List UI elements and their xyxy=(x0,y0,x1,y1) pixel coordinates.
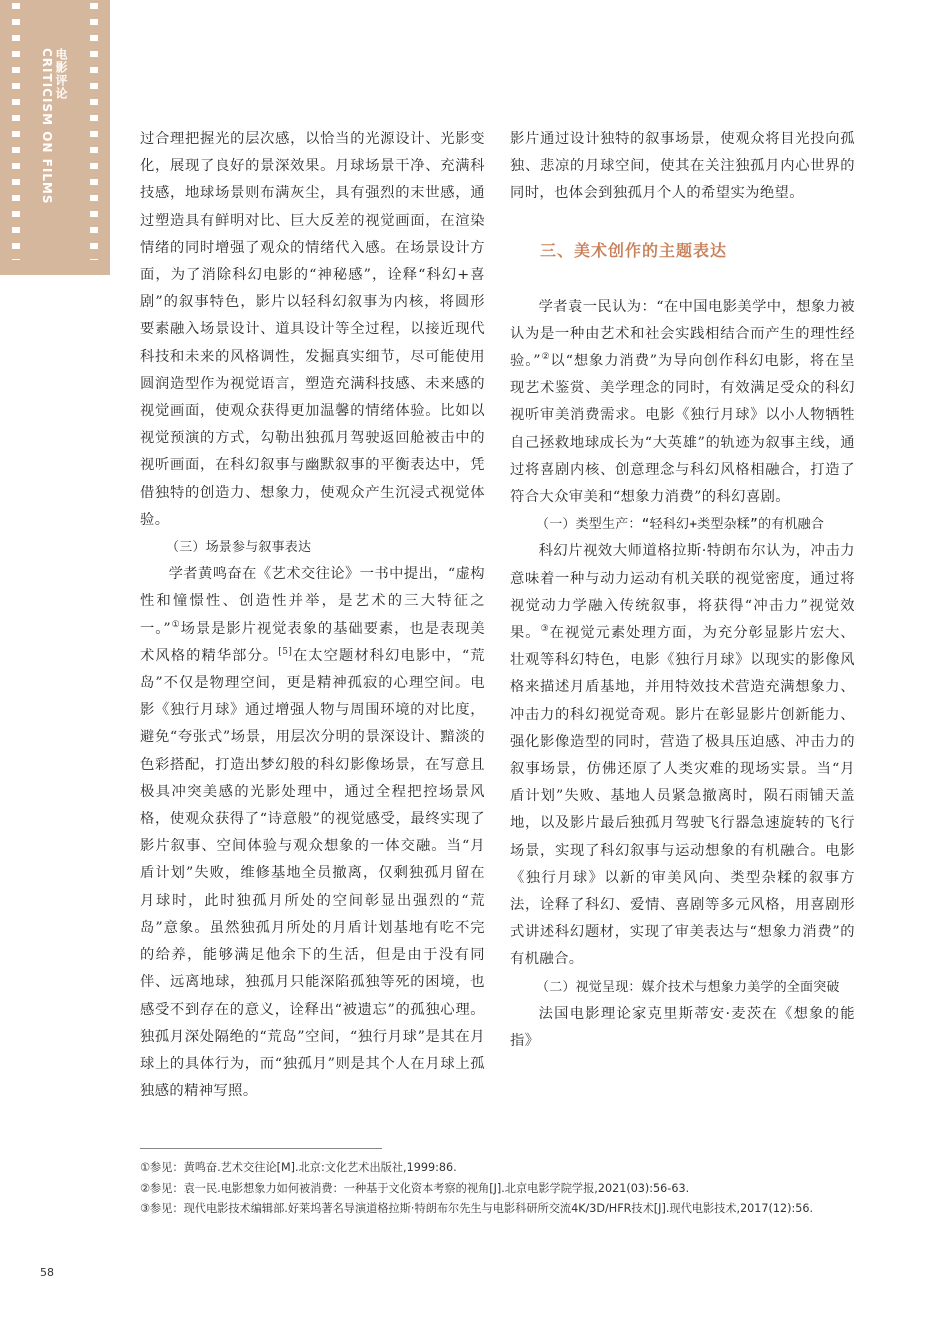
right-paragraph-1: 影片通过设计独特的叙事场景，使观众将目光投向孤独、悲凉的月球空间，使其在关注独孤月内心世界的同时，也体会到独孤月个人的希望实为绝望。 xyxy=(510,131,855,202)
right-p3-part-b: 在视觉元素处理方面，为充分彰显影片宏大、壮观等科幻特色，电影《独行月球》以现实的影像风格来描述月盾基地，并用特效技术营造充满想象力、冲击力的科幻视觉奇观。影片在彰显影片创新能力、强化影像造型的同时，营造了极具压迫感、冲击力的叙事场景，仿佛还原了人类灾难的现场实景。当“月盾计划”失败、基地人员紧急撤离时，陨石雨铺天盖地，以及影片最后独孤月驾驶飞行器急速旋转的飞行场景，实现了科幻叙事与运动想象的有机融合。电影《独行月球》以新的审美风向、类型杂糅的叙事方法，诠释了科幻、爱情、喜剧等多元风格，用喜剧形式讲述科幻题材，实现了审美表达与“想象力消费”的有机融合。 xyxy=(510,625,855,968)
section-label-cn: 电影评论 xyxy=(54,48,68,100)
left-p2-part-a: 学者黄鸣奋在《艺术交往论》一书中提出，“虚构性和憧憬性、创造性并举，是艺术的三大特征之一。” xyxy=(140,566,485,637)
section-label-en: CRITICISM ON FILMS xyxy=(40,48,54,205)
page-number: 58 xyxy=(40,1266,54,1279)
right-p2-part-a: 学者袁一民认为：“在中国电影美学中，想象力被认为是一种由艺术和社会实践相结合而产生的理性经验。” xyxy=(510,298,855,370)
footnote-ref-1[interactable]: ① xyxy=(171,619,181,630)
subheading-genre-production: （一）类型生产：“轻科幻+类型杂糅”的有机融合 xyxy=(536,517,825,533)
section-heading-art-theme: 三、美术创作的主题表达 xyxy=(540,240,728,260)
left-p2-part-b: 场景是影片视觉表象的基础要素，也是表现美术风格的精华部分。 xyxy=(140,620,486,664)
right-p3-part-a: 科幻片视效大师道格拉斯·特朗布尔认为，冲击力意味着一种与动力运动有机关联的视觉密度，通过将视觉动力学融入传统叙事，将获得“冲击力”视觉效果。 xyxy=(510,543,855,642)
subheading-scene-narrative: （三）场景参与叙事表达 xyxy=(166,540,312,556)
left-paragraph-1: 过合理把握光的层次感，以恰当的光源设计、光影变化，展现了良好的景深效果。月球场景干净、充满科技感，地球场景则布满灰尘，具有强烈的末世感，通过塑造具有鲜明对比、巨大反差的视觉画面，在渲染情绪的同时增强了观众的情绪代入感。在场景设计方面，为了消除科幻电影的“神秘感”，诠释“科幻+喜剧”的叙事特色，影片以轻科幻叙事为内核，将圆形要素融入场景设计、道具设计等全过程，以接近现代科技和未来的风格调性，发掘真实细节，尽可能使用圆润造型作为视觉语言，塑造充满科技感、未来感的视觉画面，使观众获得更加温馨的情绪体验。比如以视觉预演的方式，勾勒出独孤月驾驶返回舱被击中的视听画面，在科幻叙事与幽默叙事的平衡表达中，凭借独特的创造力、想象力，使观众产生沉浸式视觉体验。 xyxy=(140,131,485,528)
left-p2-part-c: 在太空题材科幻电影中，“荒岛”不仅是物理空间，更是精神孤寂的心理空间。电影《独行月球》通过增强人物与周围环境的对比度，避免“夸张式”场景，用层次分明的景深设计、黯淡的色彩搭配，打造出梦幻般的科幻影像场景，在写意且极具冲突美感的光影处理中，通过全程把控场景风格，使观众获得了“诗意般”的视觉感受，最终实现了影片叙事、空间体验与观众想象的一体交融。当“月盾计划”失败，维修基地全员撤离，仅剩独孤月留在月球时，此时独孤月所处的空间彰显出强烈的“荒岛”意象。虽然独孤月所处的月盾计划基地有吃不完的给养，能够满足他余下的生活，但是由于没有同伴、远离地球，独孤月只能深陷孤独等死的困境，也感受不到存在的意义，诠释出“被遗忘”的孤独心理。独孤月深处隔绝的“荒岛”空间，“独行月球”是其在月球上的具体行为，而“独孤月”则是其个人在月球上孤独感的精神写照。 xyxy=(140,647,485,1100)
footnote-ref-3[interactable]: ③ xyxy=(540,624,550,635)
left-paragraph-2 xyxy=(140,561,485,1105)
subheading-visual-presentation: （二）视觉呈现：媒介技术与想象力美学的全面突破 xyxy=(536,979,840,995)
section-label xyxy=(40,48,68,205)
right-paragraph-4: 法国电影理论家克里斯蒂安·麦茨在《想象的能指》 xyxy=(510,1005,855,1050)
right-column xyxy=(510,126,855,1055)
footnote-ref-2[interactable]: ② xyxy=(540,352,551,363)
footnote-3: ③参见：现代电影技术编辑部.好莱坞著名导演道格拉斯·特朗布尔先生与电影科研所交流4K/3D/HFR技术[J].现代电影技术,2017(12):56. xyxy=(140,1202,814,1215)
right-paragraph-3 xyxy=(510,538,855,973)
footnotes xyxy=(140,1158,860,1220)
footnote-divider xyxy=(140,1148,382,1149)
right-p2-part-b: 以“想象力消费”为导向创作科幻电影，将在呈现艺术鉴赏、美学理念的同时，有效满足受众的科幻视听审美消费需求。电影《独行月球》以小人物牺牲自己拯救地球成长为“大英雄”的轨迹为叙事主线，通过将喜剧内核、创意理念与科幻风格相融合，打造了符合大众审美和“想象力消费”的科幻喜剧。 xyxy=(510,353,856,506)
footnote-1: ①参见：黄鸣奋.艺术交往论[M].北京:文化艺术出版社,1999:86. xyxy=(140,1161,457,1174)
left-column xyxy=(140,126,485,1105)
film-perforations-left xyxy=(12,0,20,260)
right-paragraph-2 xyxy=(510,294,855,512)
film-perforations-right xyxy=(90,0,98,260)
film-strip-decoration xyxy=(0,0,110,275)
citation-ref-5[interactable]: [5] xyxy=(278,647,293,658)
footnote-2: ②参见：袁一民.电影想象力如何被消费：一种基于文化资本考察的视角[J].北京电影学院学报,2021(03):56-63. xyxy=(140,1181,690,1195)
